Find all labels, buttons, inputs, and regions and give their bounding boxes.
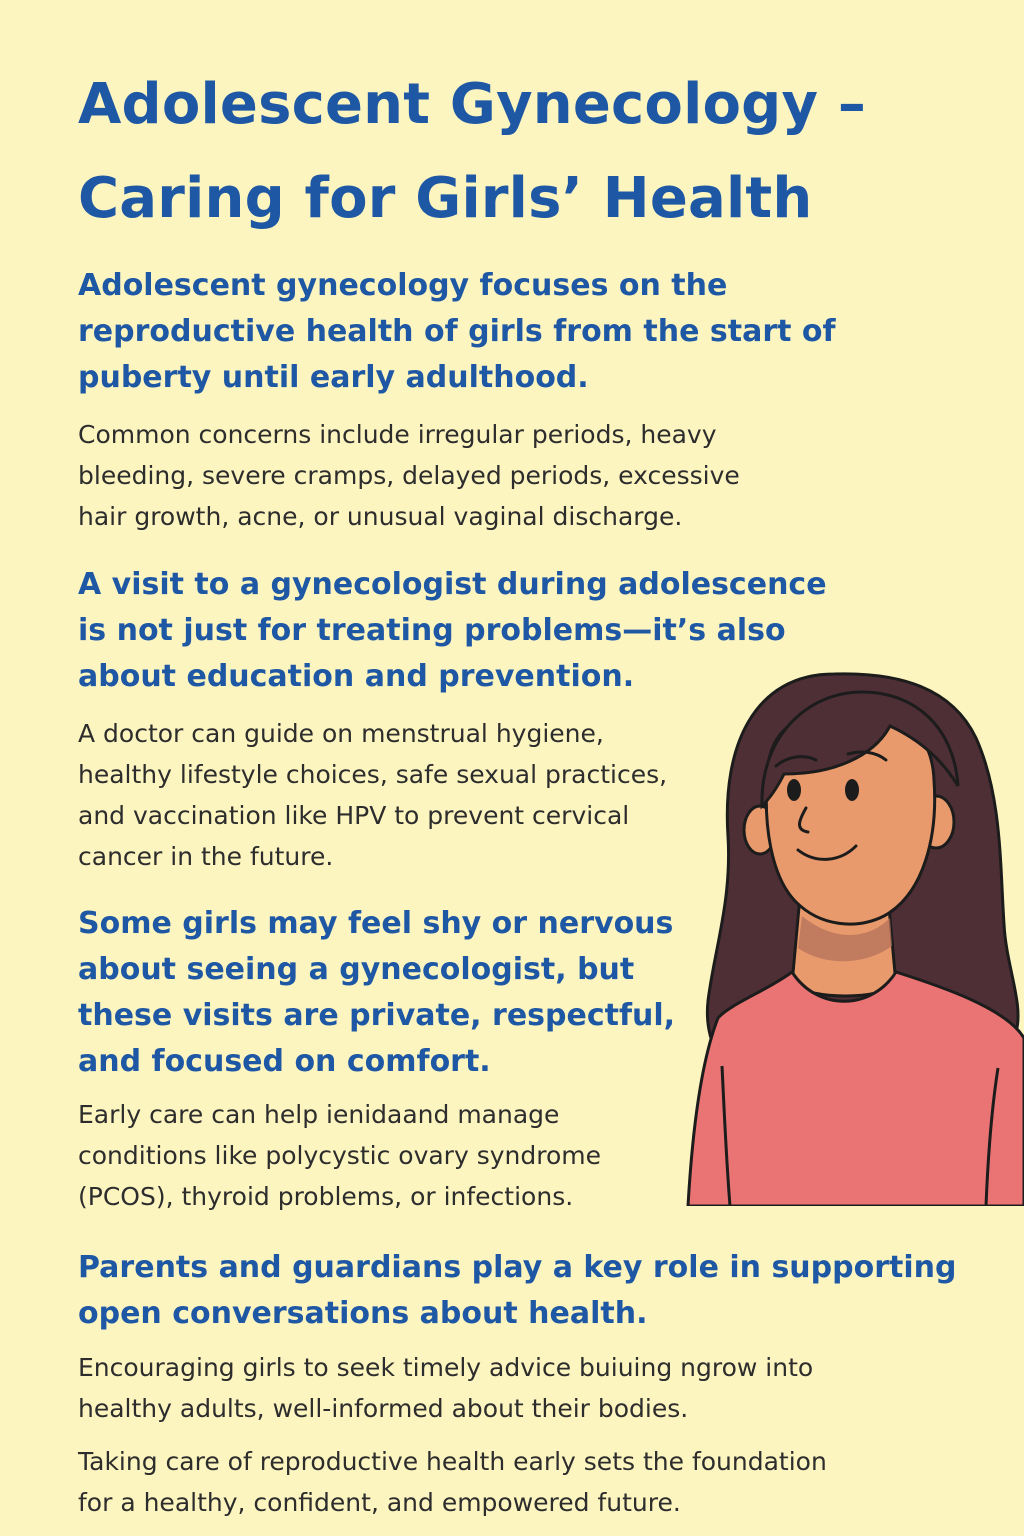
title-line: Caring for Girls’ Health (78, 166, 813, 231)
body-line: Encouraging girls to seek timely advice buiuing ngrow into (78, 1353, 814, 1382)
section-body-encouraging (78, 1347, 813, 1429)
shirt (688, 972, 1024, 1206)
body-line: A doctor can guide on menstrual hygiene, (78, 719, 604, 748)
heading-line: Some girls may feel shy or nervous (78, 906, 674, 941)
body-line: Early care can help ienidaand manage (78, 1100, 560, 1129)
heading-line: and focused on comfort. (78, 1044, 491, 1079)
eye-right (845, 779, 859, 801)
heading-line: is not just for treating problems—it’s also (78, 613, 786, 648)
heading-line: puberty until early adulthood. (78, 360, 589, 395)
page-title (78, 58, 866, 246)
body-line: healthy adults, well-informed about their bodies. (78, 1394, 689, 1423)
eye-left (787, 779, 801, 801)
heading-line: A visit to a gynecologist during adolescence (78, 567, 827, 602)
body-line: for a healthy, confident, and empowered future. (78, 1488, 681, 1517)
body-line: Taking care of reproductive health early sets the foundation (78, 1447, 827, 1476)
section-heading-puberty (78, 263, 836, 401)
title-line: Adolescent Gynecology – (78, 72, 867, 137)
body-line: Common concerns include irregular periods, heavy (78, 420, 717, 449)
body-line: and vaccination like HPV to prevent cervical (78, 801, 630, 830)
heading-line: about education and prevention. (78, 659, 635, 694)
heading-line: open conversations about health. (78, 1296, 648, 1331)
body-line: (PCOS), thyroid problems, or infections. (78, 1182, 574, 1211)
heading-line: Adolescent gynecology focuses on the (78, 268, 728, 303)
heading-line: about seeing a gynecologist, but (78, 952, 635, 987)
body-line: hair growth, acne, or unusual vaginal discharge. (78, 502, 683, 531)
section-body-doctor-guidance (78, 713, 667, 877)
heading-line: Parents and guardians play a key role in supporting (78, 1250, 957, 1285)
body-line: healthy lifestyle choices, safe sexual practices, (78, 760, 668, 789)
heading-line: these visits are private, respectful, (78, 998, 676, 1033)
heading-line: reproductive health of girls from the start of (78, 314, 836, 349)
body-line: bleeding, severe cramps, delayed periods, excessive (78, 461, 740, 490)
section-heading-parents (78, 1245, 956, 1337)
body-line: cancer in the future. (78, 842, 334, 871)
closing-statement (78, 1441, 827, 1523)
section-heading-comfort (78, 901, 675, 1085)
body-line: conditions like polycystic ovary syndrome (78, 1141, 601, 1170)
section-body-concerns (78, 414, 740, 537)
section-body-early-care (78, 1094, 601, 1217)
girl-portrait-illustration-icon (684, 666, 1024, 1206)
